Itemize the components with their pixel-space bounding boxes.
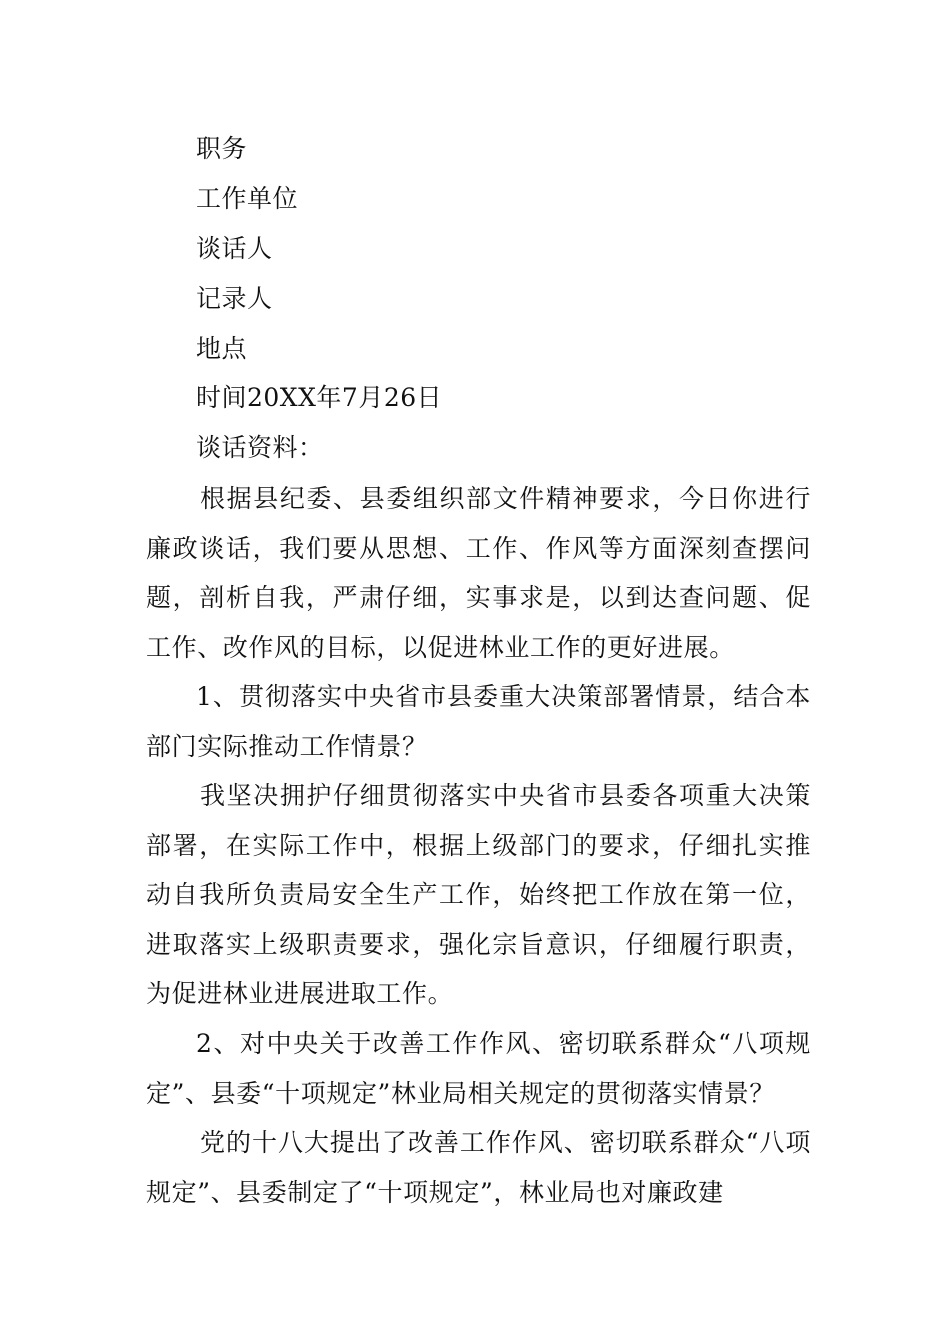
field-position: 职务 [196, 134, 248, 163]
paragraph-intro: 根据县纪委、县委组织部文件精神要求，今日你进行廉政谈话，我们要从思想、工作、作风等方面深刻查摆问题，剖析自我，严肃仔细，实事求是，以到达查问题、促工作、改作风的目标，以促进林业工作的更好进展。 [146, 484, 811, 662]
field-work-unit: 工作单位 [196, 184, 299, 213]
field-location: 地点 [196, 334, 248, 363]
paragraph-answer-2: 党的十八大提出了改善工作作风、密切联系群众“八项规定”、县委制定了“十项规定”，林业局也对廉政建 [146, 1128, 811, 1207]
field-time: 时间20XX年7月26日 [196, 383, 443, 412]
paragraph-question-1: 1、贯彻落实中央省市县委重大决策部署情景，结合本部门实际推动工作情景？ [146, 682, 811, 761]
field-content-label: 谈话资料： [196, 433, 324, 462]
field-recorder: 记录人 [196, 284, 273, 313]
field-interviewer: 谈话人 [196, 234, 273, 263]
paragraph-question-2: 2、对中央关于改善工作作风、密切联系群众“八项规定”、县委“十项规定”林业局相关规定的贯彻落实情景？ [146, 1029, 811, 1108]
paragraph-answer-1: 我坚决拥护仔细贯彻落实中央省市县委各项重大决策部署，在实际工作中，根据上级部门的要求，仔细扎实推动自我所负责局安全生产工作，始终把工作放在第一位，进取落实上级职责要求，强化宗旨意识，仔细履行职责，为促进林业进展进取工作。 [146, 781, 811, 1008]
